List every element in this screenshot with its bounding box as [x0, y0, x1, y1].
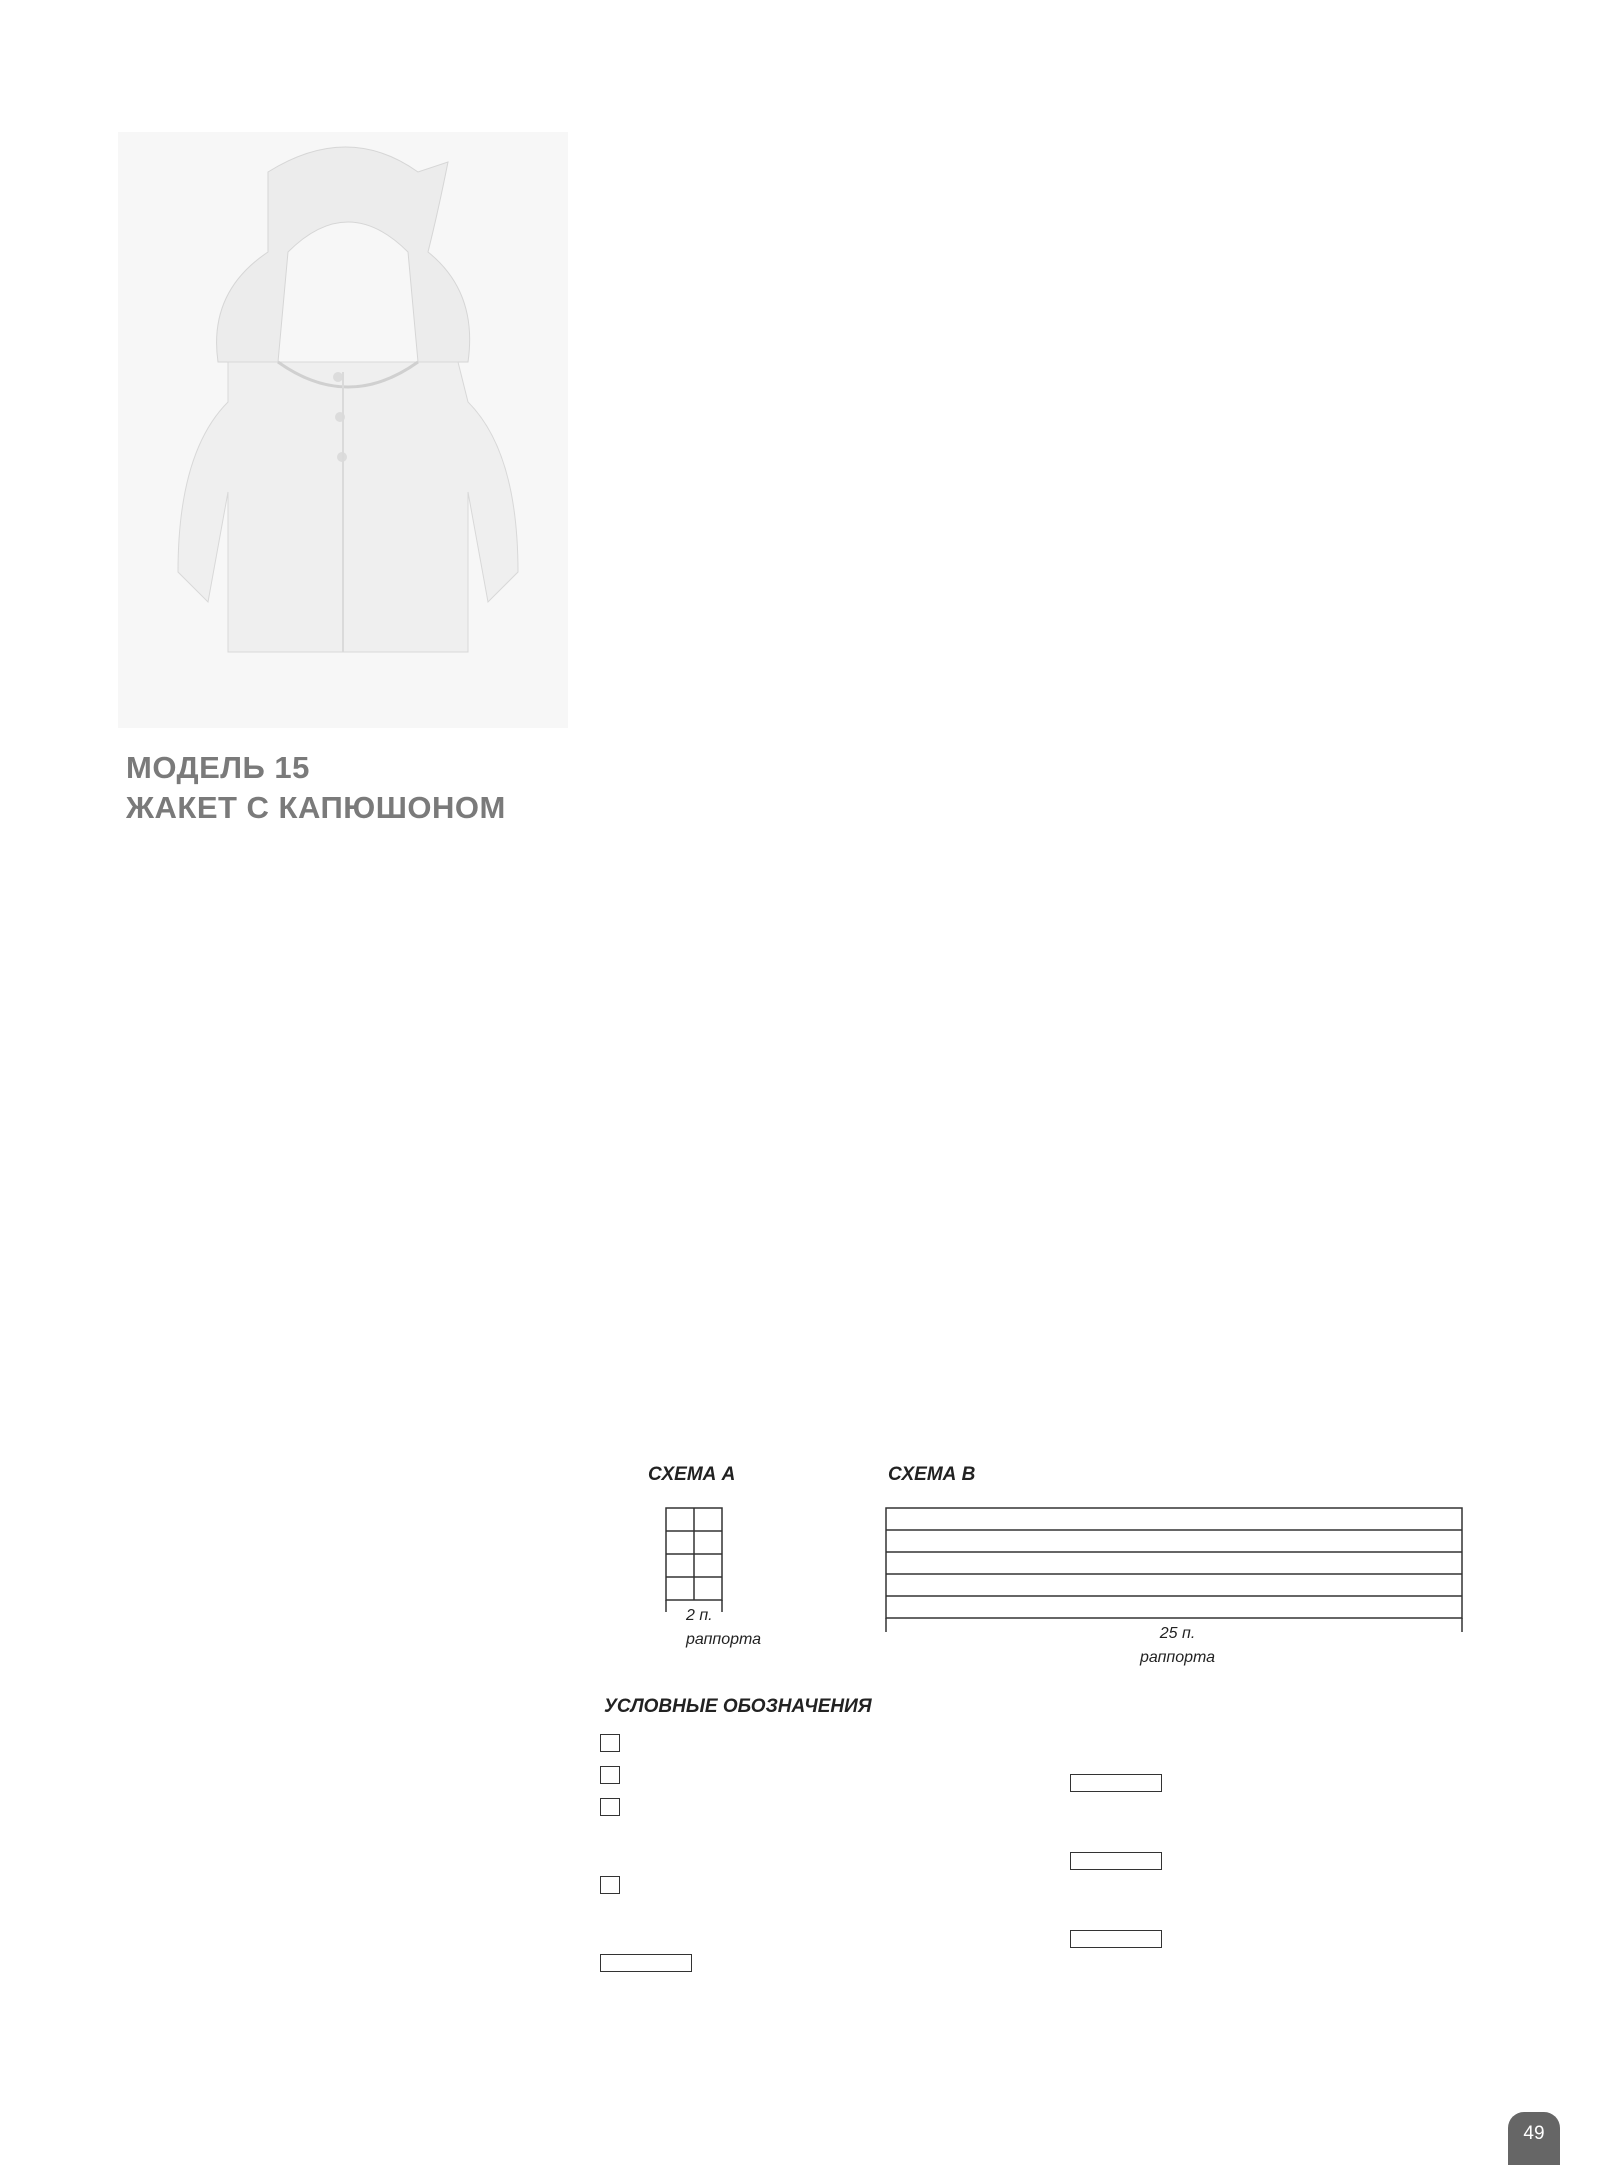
chart-a-repeat: 2 п. раппорта: [686, 1607, 762, 1648]
cable-3-front-icon: [1070, 1930, 1162, 1948]
legend-item-cable-2-3: [1070, 1772, 1510, 1796]
purl-below-icon: [600, 1876, 620, 1894]
knit-icon: [600, 1734, 620, 1752]
legend-item-purl-below: [600, 1874, 1030, 1898]
legend-item-purl: [600, 1764, 624, 1788]
chart-b-title: СХЕМА В: [888, 1464, 976, 1485]
legend-item-cable-3-2: [600, 1952, 1030, 1976]
legend-item-cable-3-back: [1070, 1850, 1510, 1874]
model-name: ЖАКЕТ С КАПЮШОНОМ: [126, 790, 506, 825]
purl-icon: [600, 1766, 620, 1784]
jacket-illustration: [118, 132, 568, 728]
cable-2-3-icon: [1070, 1774, 1162, 1792]
legend-item-cable-3-front: [1070, 1928, 1510, 1952]
legend-item-knit: [600, 1732, 624, 1756]
page-title: [126, 748, 506, 828]
chart-b-repeat: 25 п. раппорта: [1140, 1625, 1216, 1666]
page-number: 49: [1508, 2112, 1560, 2165]
cable-3-back-icon: [1070, 1852, 1162, 1870]
knit-below-icon: [600, 1798, 620, 1816]
legend-item-knit-below: [600, 1796, 1030, 1820]
model-number: МОДЕЛЬ 15: [126, 750, 310, 785]
legend-title: УСЛОВНЫЕ ОБОЗНАЧЕНИЯ: [604, 1696, 872, 1717]
cable-3-2-icon: [600, 1954, 692, 1972]
product-photo: [118, 132, 568, 728]
chart-a-title: СХЕМА А: [648, 1464, 736, 1485]
